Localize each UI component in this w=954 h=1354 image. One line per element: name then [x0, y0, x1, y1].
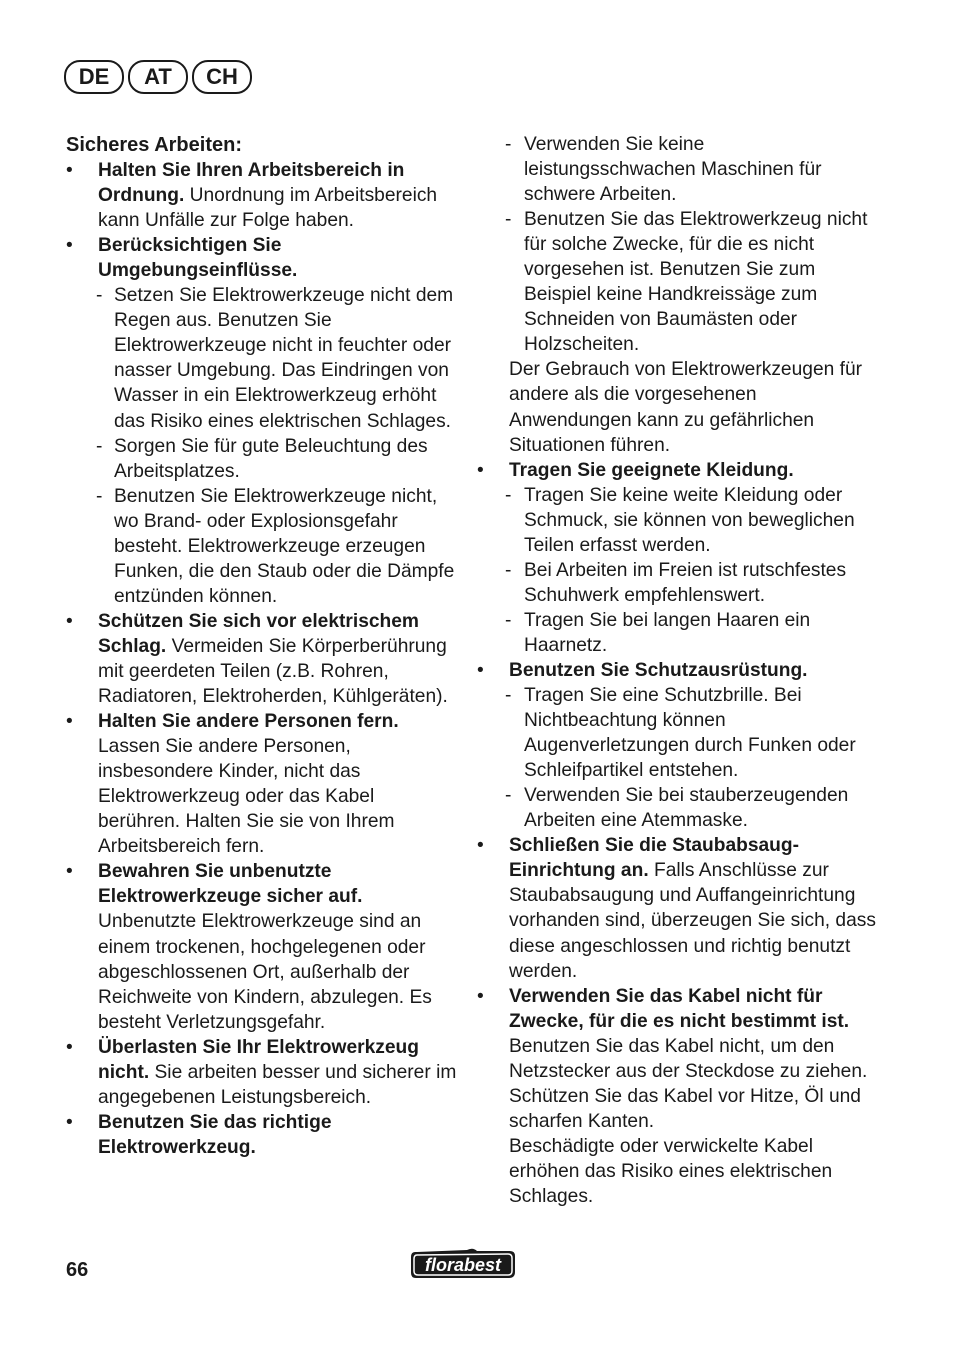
bullet-text: Benutzen Sie das Kabel nicht, um den Netzstecker aus der Steckdose zu ziehen. Schützen Sie das Kabel vor Hitze, Öl und scharfen Kanten. — [509, 1035, 868, 1132]
bullet-other-persons — [66, 709, 458, 859]
bullet-text: Sie arbeiten besser und sicherer im angegebenen Leistungsbereich. — [98, 1061, 457, 1108]
sub-item: - Bei Arbeiten im Freien ist rutschfestes Schuhwerk empfehlenswert. — [477, 558, 877, 608]
bullet-text: Unordnung im Arbeitsbereich kann Unfälle zur Folge haben. — [98, 185, 438, 232]
sub-item: - Tragen Sie keine weite Kleidung oder Schmuck, sie können von beweglichen Teilen erfasst werden. — [477, 483, 877, 558]
section-heading: Sicheres Arbeiten: — [66, 134, 242, 156]
sub-item: - Tragen Sie eine Schutzbrille. Bei Nichtbeachtung können Augenverletzungen durch Funken oder Schleifpartikel entstehen. — [477, 683, 877, 783]
bullet-title: Halten Sie Ihren Arbeitsbereich in Ordnung. — [98, 160, 405, 207]
bullet-title: Verwenden Sie das Kabel nicht für Zwecke, für die es nicht bestimmt ist. — [509, 985, 850, 1032]
bullet-title: Bewahren Sie unbenutzte Elektrowerkzeuge sicher auf. — [98, 861, 363, 908]
bullet-title: Benutzen Sie Schutzausrüstung. — [509, 659, 808, 681]
lang-badge-ch: CH — [192, 60, 252, 94]
bullet-environment — [66, 233, 458, 283]
bullet-text: Lassen Sie andere Personen, insbesondere Kinder, nicht das Elektrowerkzeug oder das Kabel berühren. Halten Sie sie von Ihrem Arbeitsbereich fern. — [98, 736, 395, 858]
sub-item: - Verwenden Sie bei stauberzeugenden Arbeiten eine Atemmaske. — [477, 783, 877, 833]
bullet-text: Unbenutzte Elektrowerkzeuge sind an einem trockenen, hochgelegenen oder abgeschlossenen Ort, außerhalb der Reichweite von Kindern, abzulegen. Es besteht Verletzungsgefahr. — [98, 911, 432, 1033]
bullet-text: Vermeiden Sie Körperberührung mit geerdeten Teilen (z.B. Rohren, Radiatoren, Elektroherden, Kühlgeräten). — [98, 635, 448, 708]
paragraph: Der Gebrauch von Elektrowerkzeugen für andere als die vorgesehenen Anwendungen kann zu gefährlichen Situationen führen. — [509, 359, 863, 456]
bullet-clothing — [477, 458, 877, 483]
right-column — [477, 132, 877, 1209]
bullet-title: Halten Sie andere Personen fern. — [98, 711, 399, 733]
bullet-title: Überlasten Sie Ihr Elektrowerkzeug nicht. — [98, 1036, 419, 1083]
sub-item: - Tragen Sie bei langen Haaren ein Haarnetz. — [477, 608, 877, 658]
lang-badge-at: AT — [128, 60, 188, 94]
bullet-title: Tragen Sie geeignete Kleidung. — [509, 459, 794, 481]
sub-item: - Benutzen Sie Elektrowerkzeuge nicht, wo Brand- oder Explosionsgefahr besteht. Elektrowerkzeuge erzeugen Funken, die den Staub oder die Dämpfe entzünden können. — [66, 484, 458, 609]
florabest-logo — [407, 1246, 519, 1282]
bullet-title: Schützen Sie sich vor elektrischem Schlag. — [98, 610, 419, 657]
logo-text: florabest — [424, 1255, 502, 1275]
sub-item: - Sorgen Sie für gute Beleuchtung des Arbeitsplatzes. — [66, 434, 458, 484]
page-number: 66 — [66, 1259, 89, 1281]
language-badges — [64, 60, 256, 94]
sub-item: - Setzen Sie Elektrowerkzeuge nicht dem Regen aus. Benutzen Sie Elektrowerkzeuge nicht in feuchter oder nasser Umgebung. Das Eindringen von Wasser in ein Elektrowerkzeug erhöht das Risiko eines elektrischen Schlages. — [66, 283, 458, 433]
bullet-protective-gear — [477, 658, 877, 683]
bullet-right-tool — [66, 1110, 458, 1160]
bullet-title: Benutzen Sie das richtige Elektrowerkzeug. — [98, 1111, 332, 1158]
bullet-electric-shock — [66, 609, 458, 709]
sub-item: - Verwenden Sie keine leistungsschwachen Maschinen für schwere Arbeiten. — [477, 132, 877, 207]
bullet-dust-extraction — [477, 833, 877, 983]
bullet-cable — [477, 984, 877, 1134]
bullet-overload — [66, 1035, 458, 1110]
lang-badge-de: DE — [64, 60, 124, 94]
sub-item: - Benutzen Sie das Elektrowerkzeug nicht für solche Zwecke, für die es nicht vorgesehen ist. Benutzen Sie zum Beispiel keine Handkreissäge zum Schneiden von Baumästen oder Holzscheiten. — [477, 207, 877, 357]
bullet-title: Berücksichtigen Sie Umgebungseinflüsse. — [98, 235, 298, 282]
bullet-title: Schließen Sie die Staubabsaug-Einrichtung an. — [509, 835, 800, 882]
bullet-storage — [66, 859, 458, 1034]
bullet-text: Falls Anschlüsse zur Staubabsaugung und Auffangeinrichtung vorhanden sind, überzeugen Sie sich, dass diese angeschlossen und richtig benutzt werden. — [509, 860, 876, 982]
bullet-workspace — [66, 158, 458, 233]
left-column — [66, 132, 458, 1160]
paragraph: Beschädigte oder verwickelte Kabel erhöhen das Risiko eines elektrischen Schlages. — [509, 1135, 833, 1207]
